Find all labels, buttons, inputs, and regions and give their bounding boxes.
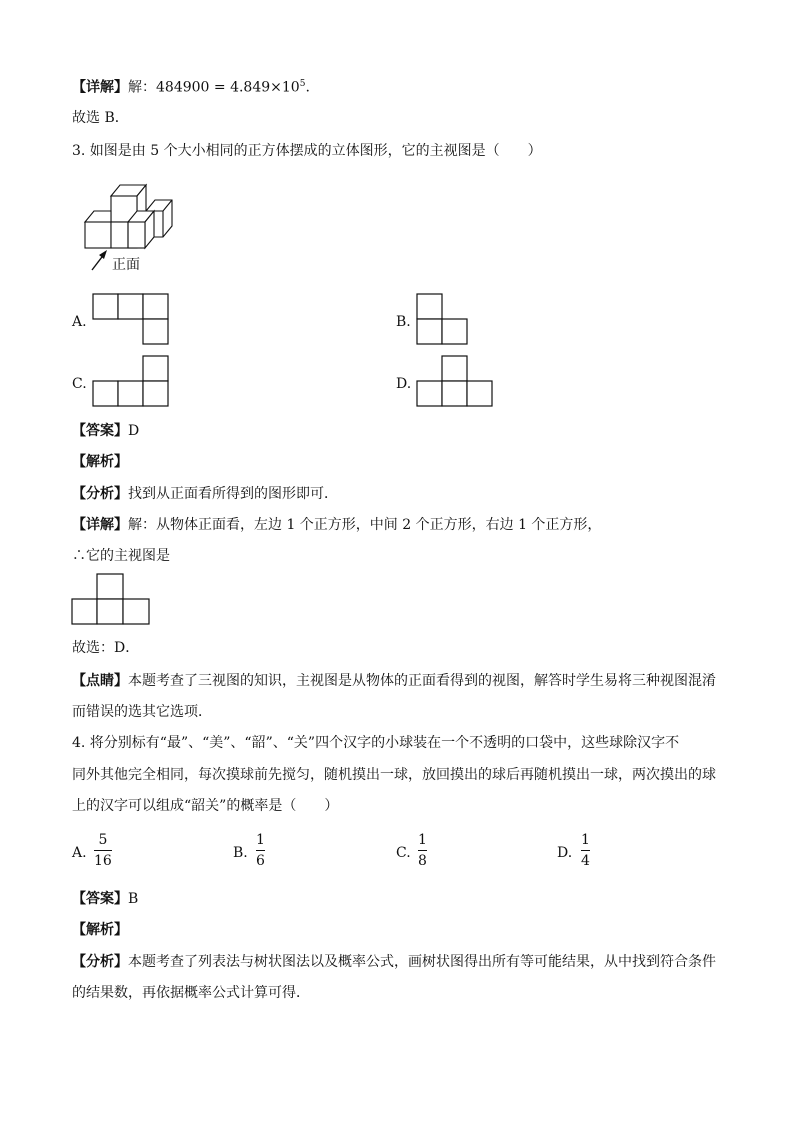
- front-label: 正面: [112, 257, 140, 273]
- q4-option-b-label: B.: [233, 845, 248, 861]
- detail-end: .: [305, 79, 310, 96]
- fraction-denominator: 6: [256, 853, 265, 869]
- answer-line: [72, 421, 139, 441]
- option-a-label: A.: [72, 314, 87, 330]
- fenxi-text: 本题考查了列表法与树状图法以及概率公式，画树状图得出所有等可能结果，从中找到符合条件: [128, 954, 716, 970]
- answer-tag: 【答案】: [72, 423, 128, 439]
- xiangjie-tag: 【详解】: [72, 517, 128, 533]
- detail-line: [72, 74, 310, 98]
- xiangjie-line: [72, 515, 601, 535]
- q4-answer-line: [72, 889, 138, 909]
- fenxi-tag: 【分析】: [72, 954, 128, 970]
- fenxi-tag: 【分析】: [72, 486, 128, 502]
- conclusion-line: 故选：D．: [72, 640, 140, 656]
- option-d-label: D.: [396, 376, 412, 392]
- fraction-denominator: 8: [418, 853, 427, 869]
- detail-tag: 【详解】: [72, 79, 128, 96]
- q4-option-c-label: C.: [396, 845, 411, 861]
- fenxi-line: [72, 484, 338, 504]
- dianjing-line: [72, 671, 716, 691]
- question-3-stem: 3. 如图是由 5 个大小相同的正方体摆成的立体图形，它的主视图是（ ）: [72, 143, 542, 159]
- q4-option-d-fraction: [581, 831, 590, 870]
- exponent: 5: [299, 79, 306, 89]
- question-4-stem-3: 上的汉字可以组成“韶关”的概率是（ ）: [72, 798, 339, 814]
- fraction-numerator: 1: [418, 832, 427, 848]
- q4-option-d-label: D.: [557, 845, 573, 861]
- analysis-tag: 【解析】: [72, 454, 128, 470]
- fenxi-text: 找到从正面看所得到的图形即可．: [128, 486, 338, 502]
- q4-fenxi-line: [72, 952, 716, 972]
- fraction-numerator: 5: [98, 832, 108, 848]
- option-c-label: C.: [72, 376, 87, 392]
- detail-text: 解：484900 = 4.849×10: [128, 79, 300, 96]
- option-c-grid: [93, 356, 173, 410]
- fraction-denominator: 16: [94, 853, 112, 869]
- therefore-line: ∴它的主视图是: [72, 548, 170, 564]
- dianjing-text: 本题考查了三视图的知识，主视图是从物体的正面看得到的视图，解答时学生易将三种视图混淆: [128, 673, 716, 689]
- option-b-grid: [417, 294, 472, 348]
- answer-value: D: [128, 423, 140, 439]
- dianjing-line-2: 而错误的选其它选项．: [72, 704, 212, 720]
- q4-option-a-label: A.: [72, 845, 87, 861]
- question-4-stem-1: 4. 将分别标有“最”、“美”、“韶”、“关”四个汉字的小球装在一个不透明的口袋中，这些球除汉字不: [72, 735, 680, 751]
- q4-option-b-fraction: [256, 831, 265, 870]
- option-d-grid: [417, 356, 497, 410]
- fraction-denominator: 4: [581, 853, 590, 869]
- question-4-stem-2: 同外其他完全相同，每次摸球前先搅匀，随机摸出一球，放回摸出的球后再随机摸出一球，两次摸出的球: [72, 767, 716, 783]
- fraction-numerator: 1: [581, 832, 590, 848]
- q4-option-c-fraction: [418, 831, 427, 870]
- choice-line: 故选 B．: [72, 110, 129, 126]
- option-b-label: B.: [396, 314, 411, 330]
- fraction-numerator: 1: [256, 832, 265, 848]
- dianjing-tag: 【点睛】: [72, 673, 128, 689]
- answer-value: B: [128, 891, 139, 907]
- solution-grid: [72, 574, 152, 628]
- option-a-grid: [93, 294, 173, 348]
- xiangjie-text: 解：从物体正面看，左边 1 个正方形，中间 2 个正方形，右边 1 个正方形，: [128, 517, 602, 533]
- q4-analysis-tag: 【解析】: [72, 922, 128, 938]
- q4-option-a-fraction: [94, 831, 112, 870]
- q4-fenxi-line-2: 的结果数，再依据概率公式计算可得．: [72, 985, 310, 1001]
- answer-tag: 【答案】: [72, 891, 128, 907]
